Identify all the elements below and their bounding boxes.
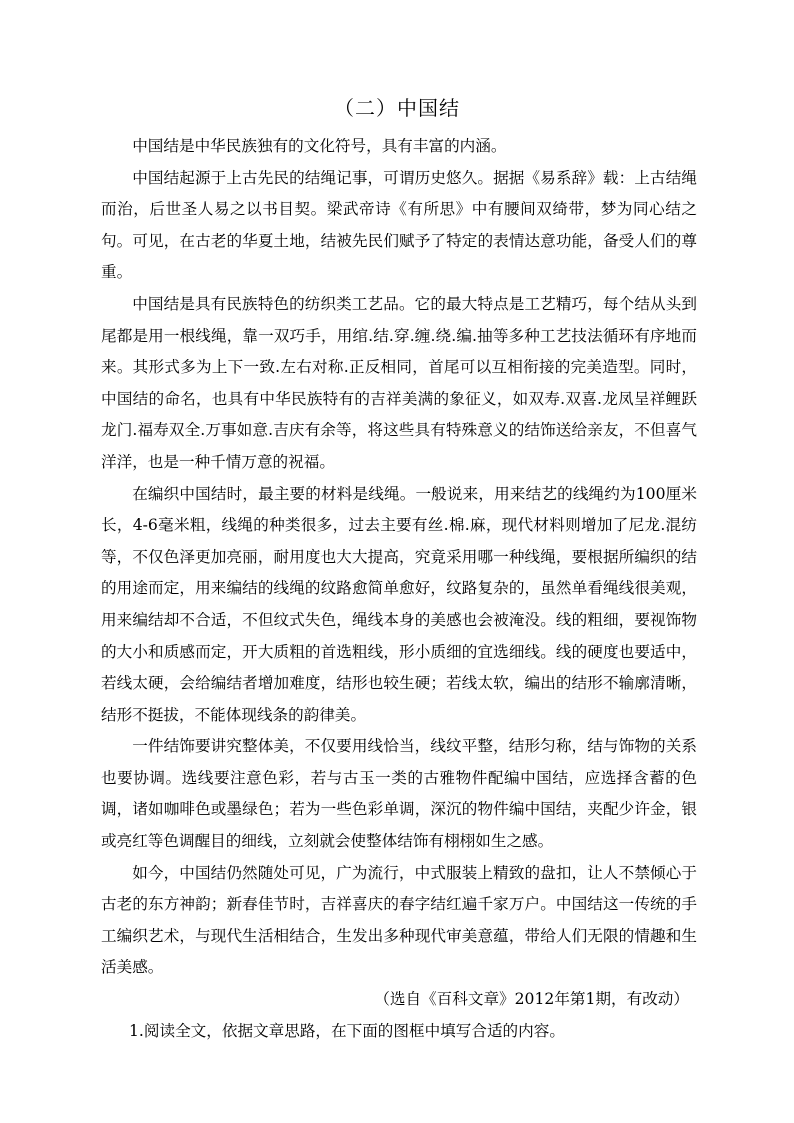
paragraph-4: 在编织中国结时，最主要的材料是线绳。一般说来，用来结艺的线绳约为100厘米长，4-6毫米粗，线绳的种类很多，过去主要有丝.棉.麻，现代材料则增加了尼龙.混纺等，不仅色泽更加亮丽，耐用度也大大提高，究竟采用哪一种线绳，要根据所编织的结的用途而定，用来编结的线绳的纹路愈简单愈好，纹路复杂的，虽然单看绳线很美观，用来编结却不合适，不但纹式失色，绳线本身的美感也会被淹没。线的粗细，要视饰物的大小和质感而定，开大质粗的首选粗线，形小质细的宜选细线。线的硬度也要适中，若线太硬，会给编结者增加难度，结形也较生硬；若线太软，编出的结形不输廓清晰，结形不挺拔，不能体现线条的韵律美。: [101, 484, 697, 724]
question-1: 1.阅读全文，依据文章思路，在下面的图框中填写合适的内容。: [129, 1021, 565, 1040]
paragraph-3: 中国结是具有民族特色的纺织类工艺品。它的最大特点是工艺精巧，每个结从头到尾都是用一根线绳，靠一双巧手，用绾.结.穿.缠.绕.编.抽等多种工艺技法循环有序地而来。其形式多为上下一致.左右对称.正反相同，首尾可以互相衔接的完美造型。同时，中国结的命名，也具有中华民族特有的吉祥美满的象征义，如双寿.双喜.龙凤呈祥鲤跃龙门.福寿双全.万事如意.吉庆有余等，将这些具有特殊意义的结饰送给亲友，不但喜气洋洋，也是一种千情万意的祝福。: [101, 294, 697, 471]
paragraph-2: 中国结起源于上古先民的结绳记事，可谓历史悠久。据据《易系辞》载：上古结绳而治，后世圣人易之以书目契。梁武帝诗《有所思》中有腰间双绮带，梦为同心结之句。可见，在古老的华夏土地，结被先民们赋予了特定的表情达意功能，备受人们的尊重。: [101, 168, 697, 282]
source-citation: （选自《百科文章》2012年第1期，有改动）: [374, 990, 689, 1009]
section-title: （二）中国结: [334, 96, 460, 120]
article-body: [101, 131, 697, 1047]
paragraph-1: 中国结是中华民族独有的文化符号，具有丰富的内涵。: [132, 137, 507, 155]
paragraph-5: 一件结饰要讲究整体美，不仅要用线恰当，线纹平整，结形匀称，结与饰物的关系也要协调。选线要注意色彩，若与古玉一类的古雅物件配编中国结，应选择含蓄的色调，诸如咖啡色或墨绿色；若为一些色彩单调，深沉的物件编中国结，夹配少许金，银或亮红等色调醒目的细线，立刻就会使整体结饰有栩栩如生之感。: [101, 737, 697, 851]
paragraph-6: 如今，中国结仍然随处可见，广为流行，中式服装上精致的盘扣，让人不禁倾心于古老的东方神韵；新春佳节时，吉祥喜庆的春字结红遍千家万户。中国结这一传统的手工编织艺术，与现代生活相结合，生发出多种现代审美意蕴，带给人们无限的情趣和生活美感。: [101, 863, 697, 977]
